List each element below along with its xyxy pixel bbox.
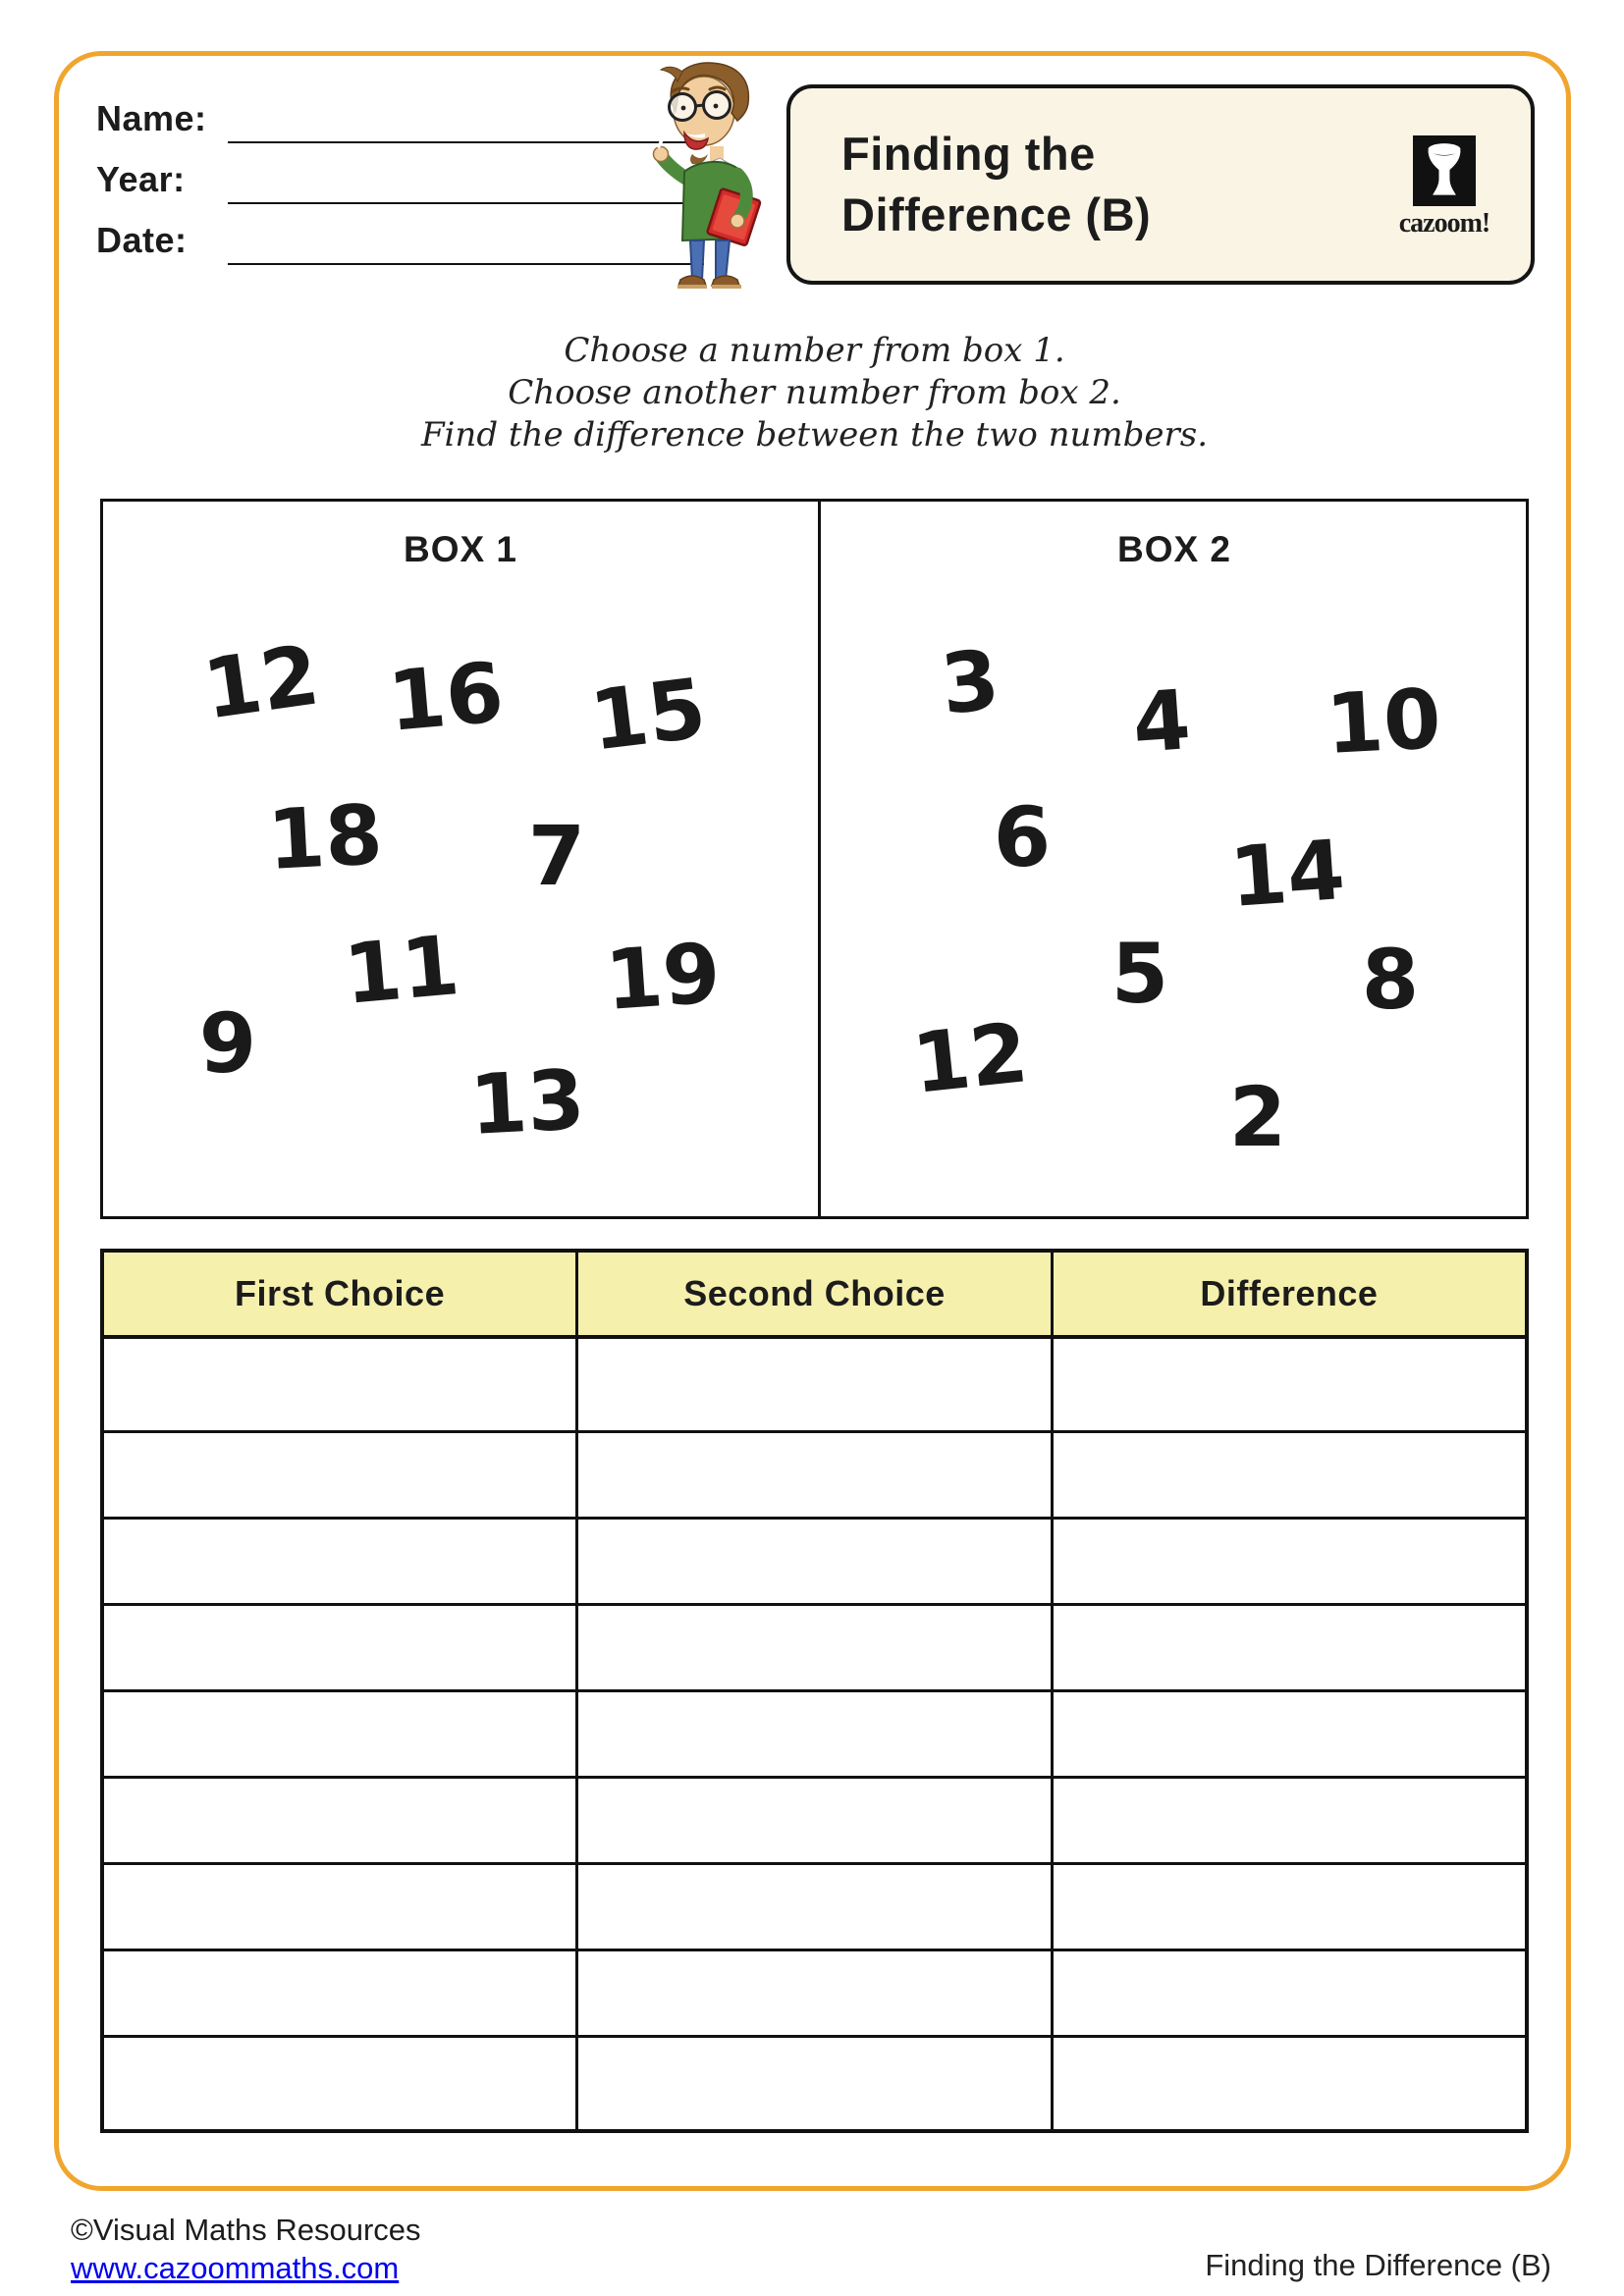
box2-number: 8 bbox=[1361, 932, 1420, 1028]
box2-number: 5 bbox=[1110, 926, 1169, 1022]
table-row bbox=[102, 1605, 1527, 1691]
worksheet-title bbox=[841, 124, 1151, 245]
table-cell bbox=[577, 1777, 1053, 1863]
box1-label: BOX 1 bbox=[403, 529, 518, 569]
header-first-choice: First Choice bbox=[102, 1251, 577, 1337]
table-cell bbox=[102, 1863, 577, 1949]
box1-number: 11 bbox=[340, 917, 463, 1023]
table-row bbox=[102, 1777, 1527, 1863]
box1-number: 9 bbox=[198, 995, 257, 1092]
year-label: Year: bbox=[96, 159, 186, 199]
table-cell bbox=[102, 1777, 577, 1863]
table-row bbox=[102, 1863, 1527, 1949]
box1-number: 19 bbox=[602, 925, 724, 1029]
box2-number: 2 bbox=[1228, 1069, 1287, 1165]
header-second-choice: Second Choice bbox=[577, 1251, 1053, 1337]
box1-number: 13 bbox=[467, 1051, 587, 1153]
table-cell bbox=[102, 1690, 577, 1777]
table-cell bbox=[1052, 1605, 1527, 1691]
box2-number: 6 bbox=[993, 789, 1052, 885]
table-row bbox=[102, 1690, 1527, 1777]
djembe-drum-icon bbox=[1413, 135, 1476, 206]
student-id-block bbox=[96, 98, 646, 281]
table-cell bbox=[102, 1949, 577, 2036]
box1-number: 16 bbox=[384, 644, 508, 750]
table-row bbox=[102, 2036, 1527, 2131]
answer-table-header-row bbox=[102, 1251, 1527, 1337]
box2-number: 4 bbox=[1129, 671, 1194, 772]
answer-table bbox=[100, 1249, 1529, 2133]
instruction-line-2: Choose another number from box 2. bbox=[508, 373, 1121, 412]
instructions bbox=[100, 330, 1529, 456]
table-cell bbox=[1052, 1949, 1527, 2036]
table-cell bbox=[1052, 2036, 1527, 2131]
cazoommaths-link[interactable]: www.cazoommaths.com bbox=[71, 2251, 400, 2285]
teacher-icon bbox=[623, 55, 795, 293]
table-cell bbox=[1052, 1863, 1527, 1949]
table-cell bbox=[1052, 1777, 1527, 1863]
box2-number: 12 bbox=[907, 1004, 1033, 1112]
name-row bbox=[96, 98, 646, 159]
footer-worksheet-name: Finding the Difference (B) bbox=[1205, 2248, 1551, 2282]
box2-number: 10 bbox=[1324, 670, 1443, 773]
table-cell bbox=[577, 1337, 1053, 1432]
table-cell bbox=[1052, 1337, 1527, 1432]
table-cell bbox=[102, 1605, 577, 1691]
table-cell bbox=[102, 1519, 577, 1605]
name-label: Name: bbox=[96, 98, 207, 138]
box1-number: 7 bbox=[527, 808, 586, 904]
teacher-cartoon-illustration bbox=[623, 55, 795, 293]
box2-label: BOX 2 bbox=[1116, 529, 1232, 569]
table-cell bbox=[1052, 1690, 1527, 1777]
table-cell bbox=[577, 2036, 1053, 2131]
footer-left bbox=[71, 2211, 421, 2287]
table-row bbox=[102, 1519, 1527, 1605]
table-cell bbox=[577, 1519, 1053, 1605]
table-cell bbox=[102, 2036, 577, 2131]
cazoom-logo-text: cazoom! bbox=[1398, 208, 1490, 239]
table-cell bbox=[577, 1690, 1053, 1777]
table-cell bbox=[1052, 1432, 1527, 1519]
table-row bbox=[102, 1337, 1527, 1432]
table-cell bbox=[577, 1605, 1053, 1691]
table-cell bbox=[577, 1432, 1053, 1519]
box2-number: 3 bbox=[936, 631, 1004, 733]
year-row bbox=[96, 159, 646, 220]
cazoom-logo bbox=[1387, 135, 1501, 240]
table-cell bbox=[577, 1863, 1053, 1949]
table-cell bbox=[102, 1337, 577, 1432]
date-row bbox=[96, 220, 646, 281]
box1-number: 15 bbox=[585, 660, 711, 770]
box1-number: 12 bbox=[197, 626, 325, 738]
box2-number: 14 bbox=[1226, 822, 1348, 926]
table-row bbox=[102, 1949, 1527, 2036]
table-cell bbox=[1052, 1519, 1527, 1605]
copyright-text: ©Visual Maths Resources bbox=[71, 2213, 421, 2247]
box-divider-line bbox=[818, 502, 821, 1216]
title-card bbox=[786, 84, 1535, 285]
date-label: Date: bbox=[96, 220, 188, 260]
header-difference: Difference bbox=[1052, 1251, 1527, 1337]
title-line-1: Finding the bbox=[841, 127, 1096, 180]
table-cell bbox=[102, 1432, 577, 1519]
instruction-line-1: Choose a number from box 1. bbox=[564, 331, 1065, 370]
instruction-line-3: Find the difference between the two numbers. bbox=[420, 415, 1209, 454]
box1-number: 18 bbox=[265, 786, 385, 888]
title-line-2: Difference (B) bbox=[841, 188, 1152, 240]
table-cell bbox=[577, 1949, 1053, 2036]
table-row bbox=[102, 1432, 1527, 1519]
number-boxes bbox=[100, 499, 1529, 1219]
